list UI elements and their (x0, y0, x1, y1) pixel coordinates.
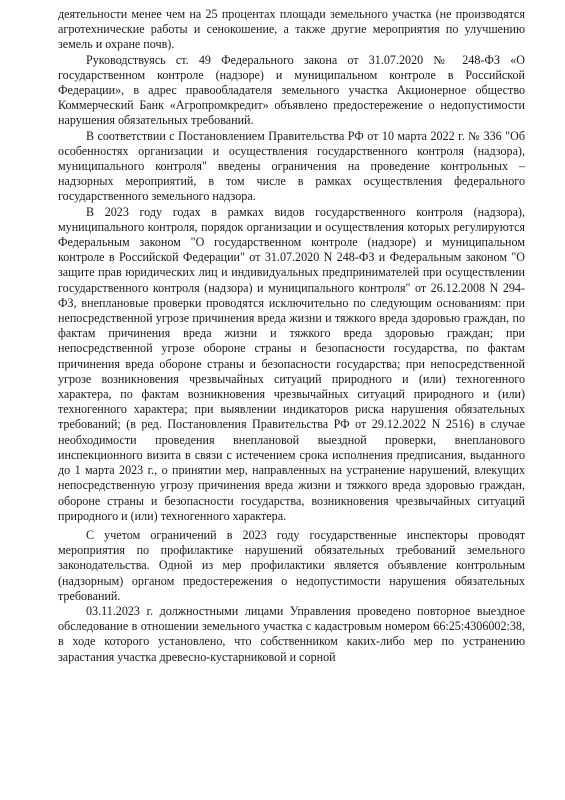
paragraph-government-decree: В соответствии с Постановлением Правительства РФ от 10 марта 2022 г. № 336 "Об особенностях организации и осуществления государственного контроля (надзора), муниципального контроля" введены ограничения на проведение контрольных – надзорных мероприятий, в том числе в рамках осуществления федерального государственного земельного надзора. (58, 128, 525, 204)
paragraph-warning-issued: Руководствуясь ст. 49 Федерального закона от 31.07.2020 № 248-ФЗ «О государственном контроле (надзоре) и муниципальном контроле в Российской Федерации», в адрес правообладателя земельного участка Акционерное общество Коммерческий Банк «Агропромкредит» объявлено предостережение о недопустимости нарушения обязательных требований. (58, 52, 525, 128)
paragraph-inspection-grounds: В 2023 году годах в рамках видов государственного контроля (надзора), муниципального контроля, порядок организации и осуществления которых регулируются Федеральным законом "О государственном контроле (надзоре) и муниципальном контроле в Российской Федерации" от 31.07.2020 N 248-ФЗ и Федеральным законом "О защите прав юридических лиц и индивидуальных предпринимателей при осуществлении государственного контроля (надзора) и муниципального контроля" от 26.12.2008 N 294-ФЗ, внеплановые проверки проводятся исключительно по следующим основаниям: при непосредственной угрозе причинения вреда жизни и тяжкого вреда здоровью граждан, по фактам причинения вреда жизни и тяжкого вреда здоровью граждан; при непосредственной угрозе обороне страны и безопасности государства, по фактам причинения вреда обороне страны и безопасности государства; при непосредственной угрозе возникновения чрезвычайных ситуаций природного и (или) техногенного характера, по фактам возникновения чрезвычайных ситуаций природного и (или) техногенного характера; при выявлении индикаторов риска нарушения обязательных требований; (в ред. Постановления Правительства РФ от 29.12.2022 N 2516) в случае необходимости проведения внеплановой выездной проверки, внепланового инспекционного визита в связи с истечением срока исполнения предписания, выданного до 1 марта 2023 г., о принятии мер, направленных на устранение нарушений, влекущих непосредственную угрозу причинения вреда жизни и тяжкого вреда здоровью граждан, обороне страны и безопасности государства, возникновения чрезвычайных ситуаций природного и (или) техногенного характера. (58, 204, 525, 523)
paragraph-prevention-measures: С учетом ограничений в 2023 году государственные инспекторы проводят мероприятия по профилактике нарушений обязательных требований земельного законодательства. Одной из мер профилактики является объявление контрольным (надзорным) органом предостережения о недопустимости нарушения обязательных требований. (58, 527, 525, 603)
paragraph-continuation: деятельности менее чем на 25 процентах площади земельного участка (не производятся агротехнические работы и сенокошение, а также другие мероприятия по улучшению земель и охране почв). (58, 7, 525, 52)
paragraph-repeat-inspection: 03.11.2023 г. должностными лицами Управления проведено повторное выездное обследование в отношении земельного участка с кадастровым номером 66:25:4306002:38, в ходе которого установлено, что собственником каких-либо мер по устранению зарастания участка древесно-кустарниковой и сорной (58, 603, 525, 664)
